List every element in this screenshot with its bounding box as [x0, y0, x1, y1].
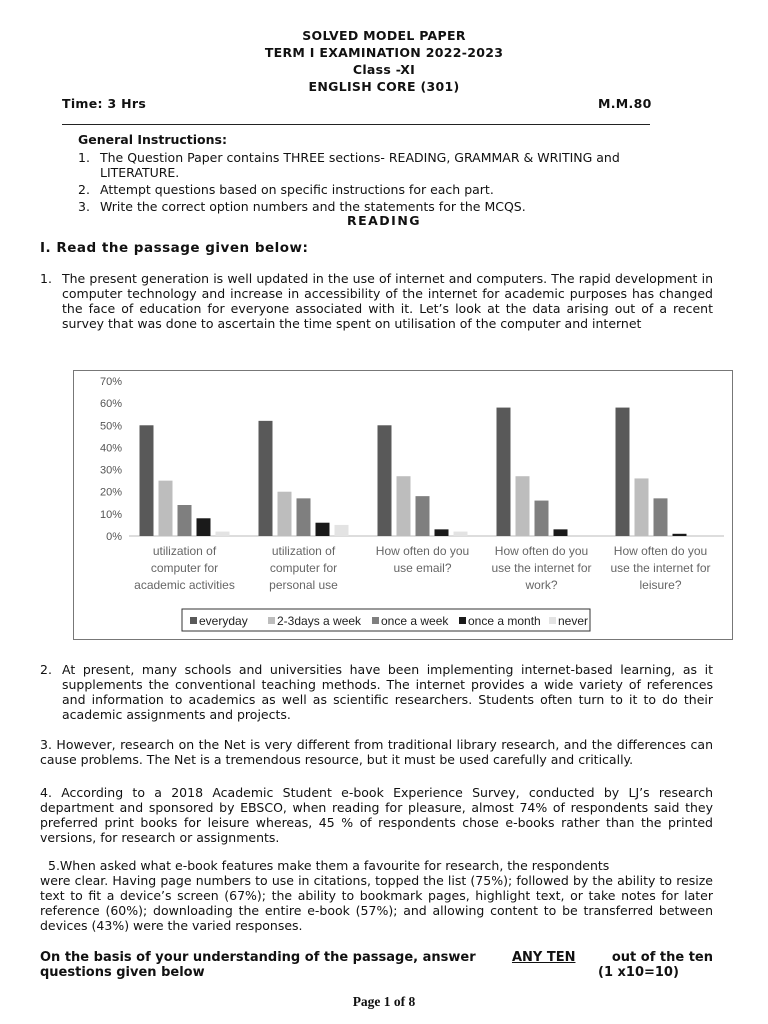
survey-chart: [73, 370, 733, 640]
exam-title: TERM I EXAMINATION 2022-2023: [264, 45, 504, 60]
page-number: Page 1 of 8: [352, 994, 416, 1009]
instruction-item: [78, 199, 658, 214]
instructions-title: General Instructions:: [78, 132, 227, 147]
answer-instruction-line-2: questions given below: [40, 965, 205, 980]
bar-never: [454, 532, 468, 536]
category-label: use the internet for: [491, 561, 592, 575]
bar-chart: [74, 371, 732, 639]
category-label: personal use: [269, 578, 338, 592]
category-label: computer for: [150, 561, 219, 575]
bar-2-3days-a-week: [159, 481, 173, 536]
bar-once-a-month: [197, 518, 211, 536]
legend-swatch: [549, 617, 556, 624]
y-tick-label: 10%: [99, 508, 122, 521]
paragraph-number: 1.: [40, 271, 52, 286]
subject-title: ENGLISH CORE (301): [308, 79, 460, 94]
paper-title: SOLVED MODEL PAPER: [302, 28, 466, 43]
category-label: utilization of: [152, 544, 217, 558]
bar-once-a-week: [416, 496, 430, 536]
legend-label: once a week: [381, 614, 449, 628]
paragraph-text: At present, many schools and universities have been implementing internet-based learning, as it supplements the conventional teaching methods. The internet provides a wide variety of references and information to academics as well as scientific researchers. Students often turn to it to do their academic assignments and projects.: [62, 662, 713, 722]
header-divider: [62, 124, 650, 125]
section-title: READING: [346, 213, 422, 228]
legend-label: once a month: [468, 614, 541, 628]
y-tick-label: 20%: [99, 486, 122, 499]
bar-once-a-week: [178, 505, 192, 536]
category-label: utilization of: [271, 544, 336, 558]
passage-paragraph-5: were clear. Having page numbers to use in citations, topped the list (75%); followed by the ability to resize text to fit a device’s screen (67%); the ability to bookmark pages, highlight text, or take notes for later reference (60%); downloading the entire e-book (57%); and allowing content to be transferred between devices (43%) were the varied responses.: [40, 873, 713, 933]
bar-2-3days-a-week: [516, 476, 530, 536]
bar-once-a-month: [554, 529, 568, 536]
instruction-item: [78, 150, 658, 180]
instruction-number: 1.: [78, 150, 90, 165]
legend-swatch: [268, 617, 275, 624]
instructions-list: [78, 150, 658, 214]
instruction-text: Write the correct option numbers and the statements for the MCQS.: [100, 199, 526, 214]
any-ten-emphasis: ANY TEN: [511, 950, 576, 965]
passage-paragraph-5-first-line: 5.When asked what e-book features make them a favourite for research, the respondents: [48, 858, 610, 873]
legend-label: 2-3days a week: [277, 614, 362, 628]
category-label: How often do you: [375, 544, 470, 558]
y-tick-label: 40%: [99, 442, 122, 455]
category-label: work?: [525, 578, 558, 592]
instruction-part-2: out of the ten: [611, 950, 713, 965]
y-tick-label: 60%: [99, 398, 122, 411]
bar-never: [335, 525, 349, 536]
y-tick-label: 70%: [99, 376, 122, 388]
category-label: How often do you: [613, 544, 708, 558]
question-heading: I. Read the passage given below:: [40, 240, 309, 256]
bar-once-a-week: [654, 498, 668, 536]
y-tick-label: 0%: [106, 531, 122, 543]
bar-2-3days-a-week: [278, 492, 292, 536]
bar-once-a-month: [435, 529, 449, 536]
bar-once-a-week: [535, 501, 549, 536]
category-label: leisure?: [639, 578, 682, 592]
passage-paragraph-3: 3. However, research on the Net is very different from traditional library research, and the differences can cause problems. The Net is a tremendous resource, but it must be used carefully and critically.: [40, 737, 713, 767]
category-label: academic activities: [134, 578, 235, 592]
category-label: computer for: [269, 561, 338, 575]
paragraph-text: The present generation is well updated in the use of internet and computers. The rapid development in computer technology and increase in accessibility of the internet for academic purposes has changed the face of education for everyone associated with it. Let’s look at the data arising out of a recent survey that was done to ascertain the time spent on utilisation of the computer and internet: [62, 271, 713, 331]
passage-paragraph-4: 4. According to a 2018 Academic Student e-book Experience Survey, conducted by LJ’s research department and sponsored by EBSCO, when reading for pleasure, almost 74% of respondents said they preferred print books for leisure whereas, 45 % of respondents chose e-books rather than the printed versions, for research or assignments.: [40, 785, 713, 845]
instruction-number: 3.: [78, 199, 90, 214]
legend-swatch: [372, 617, 379, 624]
bar-2-3days-a-week: [635, 478, 649, 536]
max-marks-label: M.M.80: [598, 96, 652, 111]
bar-everyday: [378, 425, 392, 536]
category-label: use the internet for: [610, 561, 711, 575]
legend-swatch: [459, 617, 466, 624]
paragraph-number: 2.: [40, 662, 52, 677]
class-title: Class -XI: [352, 62, 416, 77]
answer-instruction: [40, 950, 713, 965]
legend-label: never: [558, 614, 589, 628]
y-tick-label: 30%: [99, 464, 122, 477]
legend-swatch: [190, 617, 197, 624]
category-label: use email?: [393, 561, 452, 575]
bar-once-a-month: [316, 523, 330, 536]
bar-2-3days-a-week: [397, 476, 411, 536]
bar-everyday: [616, 408, 630, 536]
time-label: Time: 3 Hrs: [62, 96, 147, 111]
bar-everyday: [259, 421, 273, 536]
legend-label: everyday: [199, 614, 248, 628]
instruction-text: Attempt questions based on specific instructions for each part.: [100, 182, 494, 197]
passage-paragraph-1: [40, 271, 713, 331]
passage-paragraph-2: [40, 662, 713, 722]
y-tick-label: 50%: [99, 420, 122, 433]
instruction-text: The Question Paper contains THREE sections- READING, GRAMMAR & WRITING and LITERATURE.: [100, 150, 620, 180]
instruction-number: 2.: [78, 182, 90, 197]
bar-once-a-month: [673, 534, 687, 536]
bar-everyday: [140, 425, 154, 536]
marks-distribution: (1 x10=10): [598, 965, 679, 980]
instruction-item: [78, 182, 658, 197]
bar-once-a-week: [297, 498, 311, 536]
bar-everyday: [497, 408, 511, 536]
bar-never: [216, 532, 230, 536]
instruction-part-1: On the basis of your understanding of the passage, answer: [40, 950, 476, 965]
category-label: How often do you: [494, 544, 589, 558]
